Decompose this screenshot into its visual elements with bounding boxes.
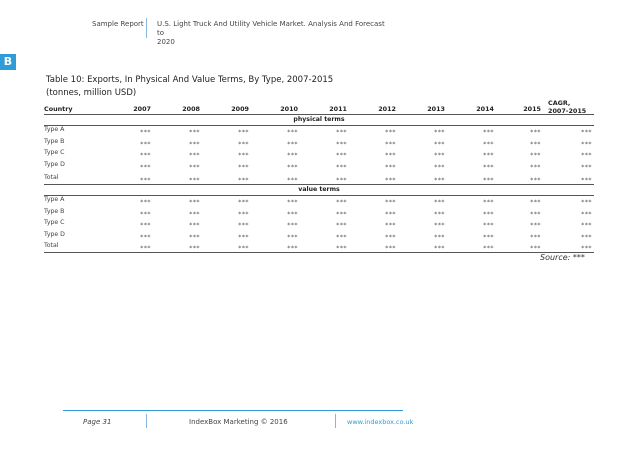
table-cell: *** xyxy=(140,129,151,136)
table-cell: *** xyxy=(434,245,445,252)
table-cell: *** xyxy=(140,222,151,229)
table-cell: *** xyxy=(581,177,592,184)
section-rule xyxy=(44,195,594,196)
table-cell: *** xyxy=(336,233,347,241)
table-cell: *** xyxy=(189,210,200,218)
row-label: Type C xyxy=(44,149,65,156)
section-heading: physical terms xyxy=(293,116,345,123)
table-cell: *** xyxy=(581,140,592,148)
row-label: Type A xyxy=(44,196,65,203)
header-title-line2: 2020 xyxy=(157,38,175,46)
table-cell: *** xyxy=(336,222,347,229)
table-cell: *** xyxy=(483,129,494,136)
table-cell: *** xyxy=(189,140,200,148)
row-label: Type D xyxy=(44,230,65,238)
table-cell: *** xyxy=(336,177,347,184)
table-cell: *** xyxy=(581,163,592,171)
table-cell: *** xyxy=(434,129,445,136)
table-cell: *** xyxy=(530,210,541,218)
table-cell: *** xyxy=(483,152,494,159)
table-cell: *** xyxy=(434,210,445,218)
table-cell: *** xyxy=(530,222,541,229)
table-cell: *** xyxy=(140,245,151,252)
footer-divider xyxy=(335,414,336,428)
table-cell: *** xyxy=(238,245,249,252)
table-cell: *** xyxy=(581,210,592,218)
column-header-year: 2014 xyxy=(476,105,494,113)
table-cell: *** xyxy=(581,245,592,252)
table-cell: *** xyxy=(483,140,494,148)
cagr-period: 2007-2015 xyxy=(548,107,587,115)
row-label: Type A xyxy=(44,126,65,133)
table-cell: *** xyxy=(385,177,396,184)
table-cell: *** xyxy=(483,233,494,241)
table-cell: *** xyxy=(434,199,445,206)
table-cell: *** xyxy=(581,199,592,206)
table-cell: *** xyxy=(483,222,494,229)
table-cell: *** xyxy=(189,177,200,184)
table-cell: *** xyxy=(336,163,347,171)
column-header-cagr xyxy=(548,99,586,115)
header-report-title xyxy=(157,20,387,47)
table-cell: *** xyxy=(336,199,347,206)
header-report-label: Sample Report xyxy=(92,20,144,28)
column-header-year: 2007 xyxy=(133,105,151,113)
row-label: Total xyxy=(44,242,59,249)
footer-divider xyxy=(146,414,147,428)
table-cell: *** xyxy=(238,222,249,229)
table-cell: *** xyxy=(189,163,200,171)
table-cell: *** xyxy=(530,152,541,159)
table-cell: *** xyxy=(530,163,541,171)
row-label: Total xyxy=(44,174,59,181)
table-cell: *** xyxy=(385,140,396,148)
table-cell: *** xyxy=(385,210,396,218)
table-cell: *** xyxy=(530,199,541,206)
table-cell: *** xyxy=(140,177,151,184)
table-cell: *** xyxy=(140,233,151,241)
brand-badge: B xyxy=(0,54,16,70)
column-header-year: 2012 xyxy=(378,105,396,113)
table-cell: *** xyxy=(238,199,249,206)
table-cell: *** xyxy=(189,233,200,241)
column-header-year: 2010 xyxy=(280,105,298,113)
row-label: Type B xyxy=(44,137,65,145)
table-cell: *** xyxy=(287,210,298,218)
table-cell: *** xyxy=(385,152,396,159)
table-cell: *** xyxy=(434,233,445,241)
table-cell: *** xyxy=(140,140,151,148)
table-cell: *** xyxy=(238,233,249,241)
table-cell: *** xyxy=(434,177,445,184)
footer-copyright: IndexBox Marketing © 2016 xyxy=(189,418,288,426)
table-cell: *** xyxy=(189,129,200,136)
table-cell: *** xyxy=(238,177,249,184)
section-rule xyxy=(44,125,594,126)
table-cell: *** xyxy=(581,129,592,136)
table-cell: *** xyxy=(238,163,249,171)
table-cell: *** xyxy=(287,245,298,252)
table-cell: *** xyxy=(434,222,445,229)
table-cell: *** xyxy=(483,163,494,171)
table-cell: *** xyxy=(287,140,298,148)
table-cell: *** xyxy=(189,245,200,252)
table-cell: *** xyxy=(385,199,396,206)
footer-website-link[interactable]: www.indexbox.co.uk xyxy=(347,418,414,426)
table-units: (tonnes, million USD) xyxy=(46,88,137,98)
table-cell: *** xyxy=(140,163,151,171)
column-header-year: 2015 xyxy=(523,105,541,113)
table-cell: *** xyxy=(581,233,592,241)
table-cell: *** xyxy=(140,152,151,159)
table-cell: *** xyxy=(238,152,249,159)
table-cell: *** xyxy=(530,177,541,184)
table-cell: *** xyxy=(385,222,396,229)
table-cell: *** xyxy=(189,152,200,159)
table-cell: *** xyxy=(530,140,541,148)
table-cell: *** xyxy=(581,152,592,159)
table-cell: *** xyxy=(287,152,298,159)
table-cell: *** xyxy=(385,233,396,241)
table-cell: *** xyxy=(434,140,445,148)
column-header-year: 2013 xyxy=(427,105,445,113)
row-label: Type D xyxy=(44,160,65,168)
table-cell: *** xyxy=(287,233,298,241)
table-cell: *** xyxy=(483,210,494,218)
table-cell: *** xyxy=(385,245,396,252)
footer-page-number: Page 31 xyxy=(83,418,112,426)
table-cell: *** xyxy=(336,152,347,159)
table-cell: *** xyxy=(287,199,298,206)
table-bottom-rule xyxy=(44,252,594,253)
table-cell: *** xyxy=(238,129,249,136)
column-header-year: 2009 xyxy=(231,105,249,113)
table-cell: *** xyxy=(238,140,249,148)
table-cell: *** xyxy=(336,129,347,136)
table-title: Table 10: Exports, In Physical And Value Terms, By Type, 2007-2015 xyxy=(46,75,334,85)
table-source: Source: *** xyxy=(540,253,585,262)
section-heading: value terms xyxy=(298,186,340,193)
table-cell: *** xyxy=(287,177,298,184)
header-divider xyxy=(146,18,147,38)
table-cell: *** xyxy=(140,199,151,206)
cagr-label: CAGR, xyxy=(548,99,571,107)
column-header-year: 2008 xyxy=(182,105,200,113)
table-cell: *** xyxy=(530,233,541,241)
table-cell: *** xyxy=(434,163,445,171)
footer-rule xyxy=(63,410,403,411)
table-cell: *** xyxy=(483,245,494,252)
table-cell: *** xyxy=(581,222,592,229)
header-rule xyxy=(44,114,594,115)
total-rule xyxy=(44,184,594,185)
table-cell: *** xyxy=(336,245,347,252)
table-cell: *** xyxy=(238,210,249,218)
header-title-line1: U.S. Light Truck And Utility Vehicle Market. Analysis And Forecast to xyxy=(157,20,385,37)
column-header-country: Country xyxy=(44,105,73,113)
table-cell: *** xyxy=(336,210,347,218)
table-cell: *** xyxy=(287,222,298,229)
table-cell: *** xyxy=(140,210,151,218)
table-cell: *** xyxy=(287,163,298,171)
table-cell: *** xyxy=(483,177,494,184)
table-cell: *** xyxy=(483,199,494,206)
table-cell: *** xyxy=(189,199,200,206)
table-cell: *** xyxy=(385,129,396,136)
table-cell: *** xyxy=(385,163,396,171)
row-label: Type B xyxy=(44,207,65,215)
table-cell: *** xyxy=(434,152,445,159)
table-cell: *** xyxy=(189,222,200,229)
table-cell: *** xyxy=(336,140,347,148)
column-header-year: 2011 xyxy=(329,105,347,113)
table-cell: *** xyxy=(530,245,541,252)
table-cell: *** xyxy=(530,129,541,136)
row-label: Type C xyxy=(44,219,65,226)
table-cell: *** xyxy=(287,129,298,136)
